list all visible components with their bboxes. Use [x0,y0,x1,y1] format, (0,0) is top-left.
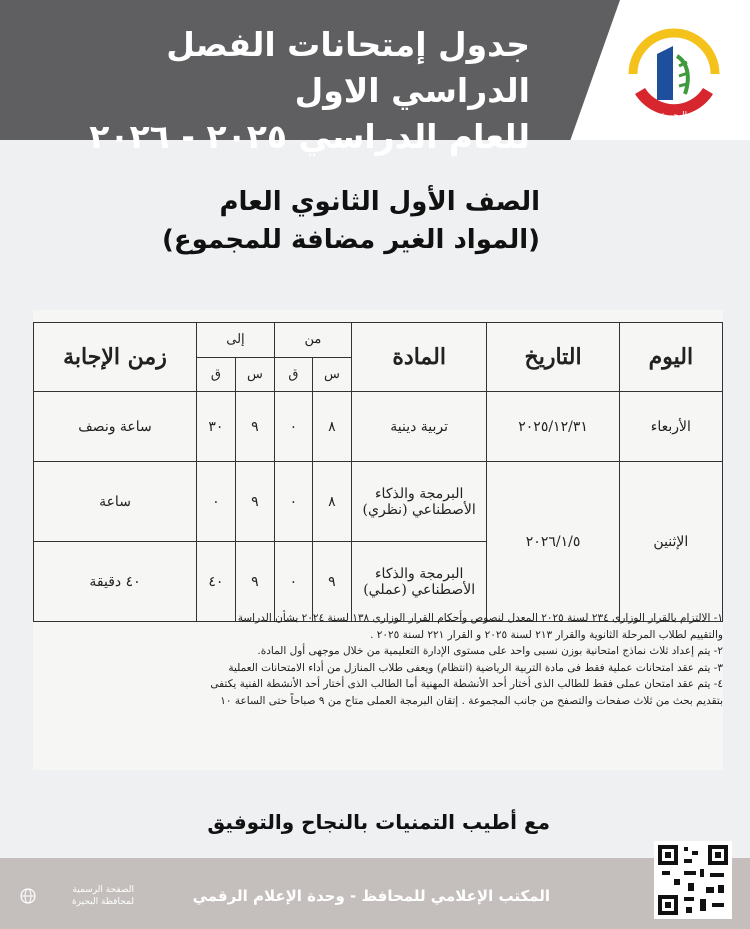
row-3-to-minute: ٤٠ [197,542,236,622]
header-day: اليوم [619,323,722,392]
row-2-to-minute: ٠ [197,462,236,542]
note-line: ٢- يتم إعداد ثلاث نماذج امتحانية بوزن نسبى واحد على مستوى الإدارة التعليمية من خلال موجهى أول المادة. [257,645,723,657]
row-2-to-hour: ٩ [235,462,274,542]
row-1-to-hour: ٩ [235,392,274,462]
official-page-line-1: الصفحة الرسمية [72,885,134,895]
header-date: التاريخ [487,323,619,392]
table-row [34,462,723,542]
globe-icon [20,888,36,904]
grade-line-1: الصف الأول الثانوي العام [219,187,540,217]
header-subject: المادة [351,323,486,392]
title-line-1: جدول إمتحانات الفصل الدراسي الاول [166,25,530,110]
row-3-subject: البرمجة والذكاء الأصطناعي (عملي) [351,542,486,622]
row-3-from-hour: ٩ [312,542,351,622]
row-1-subject: تربية دينية [351,392,486,462]
header-to-minute: ق [197,357,236,392]
grade-title [100,183,540,259]
header-duration: زمن الإجابة [34,323,197,392]
official-page-line-2: لمحافظة البحيرة [71,897,134,907]
header [0,0,750,156]
row-2-subject: البرمجة والذكاء الأصطناعي (نظري) [351,462,486,542]
closing-wish: مع أطيب التمنيات بالنجاح والتوفيق [207,810,550,834]
grade-line-2: (المواد الغير مضافة للمجموع) [161,225,540,255]
header-to: إلى [197,323,275,358]
exam-table [33,322,723,622]
row-2-duration: ساعة [34,462,197,542]
row-1-from-minute: ٠ [274,392,312,462]
row-1-to-minute: ٣٠ [197,392,236,462]
row-1-day: الأربعاء [619,392,722,462]
row-2-from-hour: ٨ [312,462,351,542]
header-from: من [274,323,351,358]
note-line: ٣- يتم عقد امتحانات عملية فقط فى مادة التربية الرياضية (انتظام) ويعفى طلاب المنازل من أداء الامتحانات العملية [228,661,723,674]
header-from-hour: س [312,357,351,392]
row-3-from-minute: ٠ [274,542,312,622]
row-1-from-hour: ٨ [312,392,351,462]
qr-code-icon[interactable] [654,841,732,919]
page-title [20,22,530,160]
row-3-to-hour: ٩ [235,542,274,622]
footer [0,858,750,929]
media-office-text: المكتب الإعلامي للمحافظ - وحدة الإعلام الرقمي [192,887,550,905]
row-3-duration: ٤٠ دقيقة [34,542,197,622]
row-1-date: ٢٠٢٥/١٢/٣١ [487,392,619,462]
exam-document [33,310,723,770]
row-1-duration: ساعة ونصف [34,392,197,462]
governorate-logo-icon [615,14,733,132]
header-to-hour: س [235,357,274,392]
note-line: بتقديم بحث من ثلاث صفحات والتصفح من جانب المجموعة . إتقان البرمجة العملى متاح من ٩ صباحاً حتى الساعة ١٠ [220,694,723,707]
header-from-minute: ق [274,357,312,392]
logo-text: البحيرة [660,111,688,121]
note-line: ٤- يتم عقد امتحان عملى فقط للطالب الذى أختار أحد الأنشطة المهنية أما الطالب الذى أختار أحد الأنشطة الفنية يكتفى [210,678,723,690]
table-row [34,392,723,462]
note-line: والتقييم لطلاب المرحلة الثانوية والقرار ٢١٣ لسنة ٢٠٢٥ و القرار ٢٢١ لسنة ٢٠٢٥ . [370,628,723,641]
title-line-2: للعام الدراسي ٢٠٢٥ - ٢٠٢٦ [89,117,530,156]
row-2-day: الإثنين [619,462,722,622]
exam-notes [33,610,723,709]
row-2-from-minute: ٠ [274,462,312,542]
official-page-label [44,884,134,908]
note-line: ١- الالتزام بالقرار الوزارى ٢٣٤ لسنة ٢٠٢٥ المعدل لنصوص وأحكام القرار الوزارى ١٣٨ لسنة ٢٠٢٤ بشأن الدراسة [237,612,723,624]
row-2-date: ٢٠٢٦/١/٥ [487,462,619,622]
table-header-row [34,323,723,358]
